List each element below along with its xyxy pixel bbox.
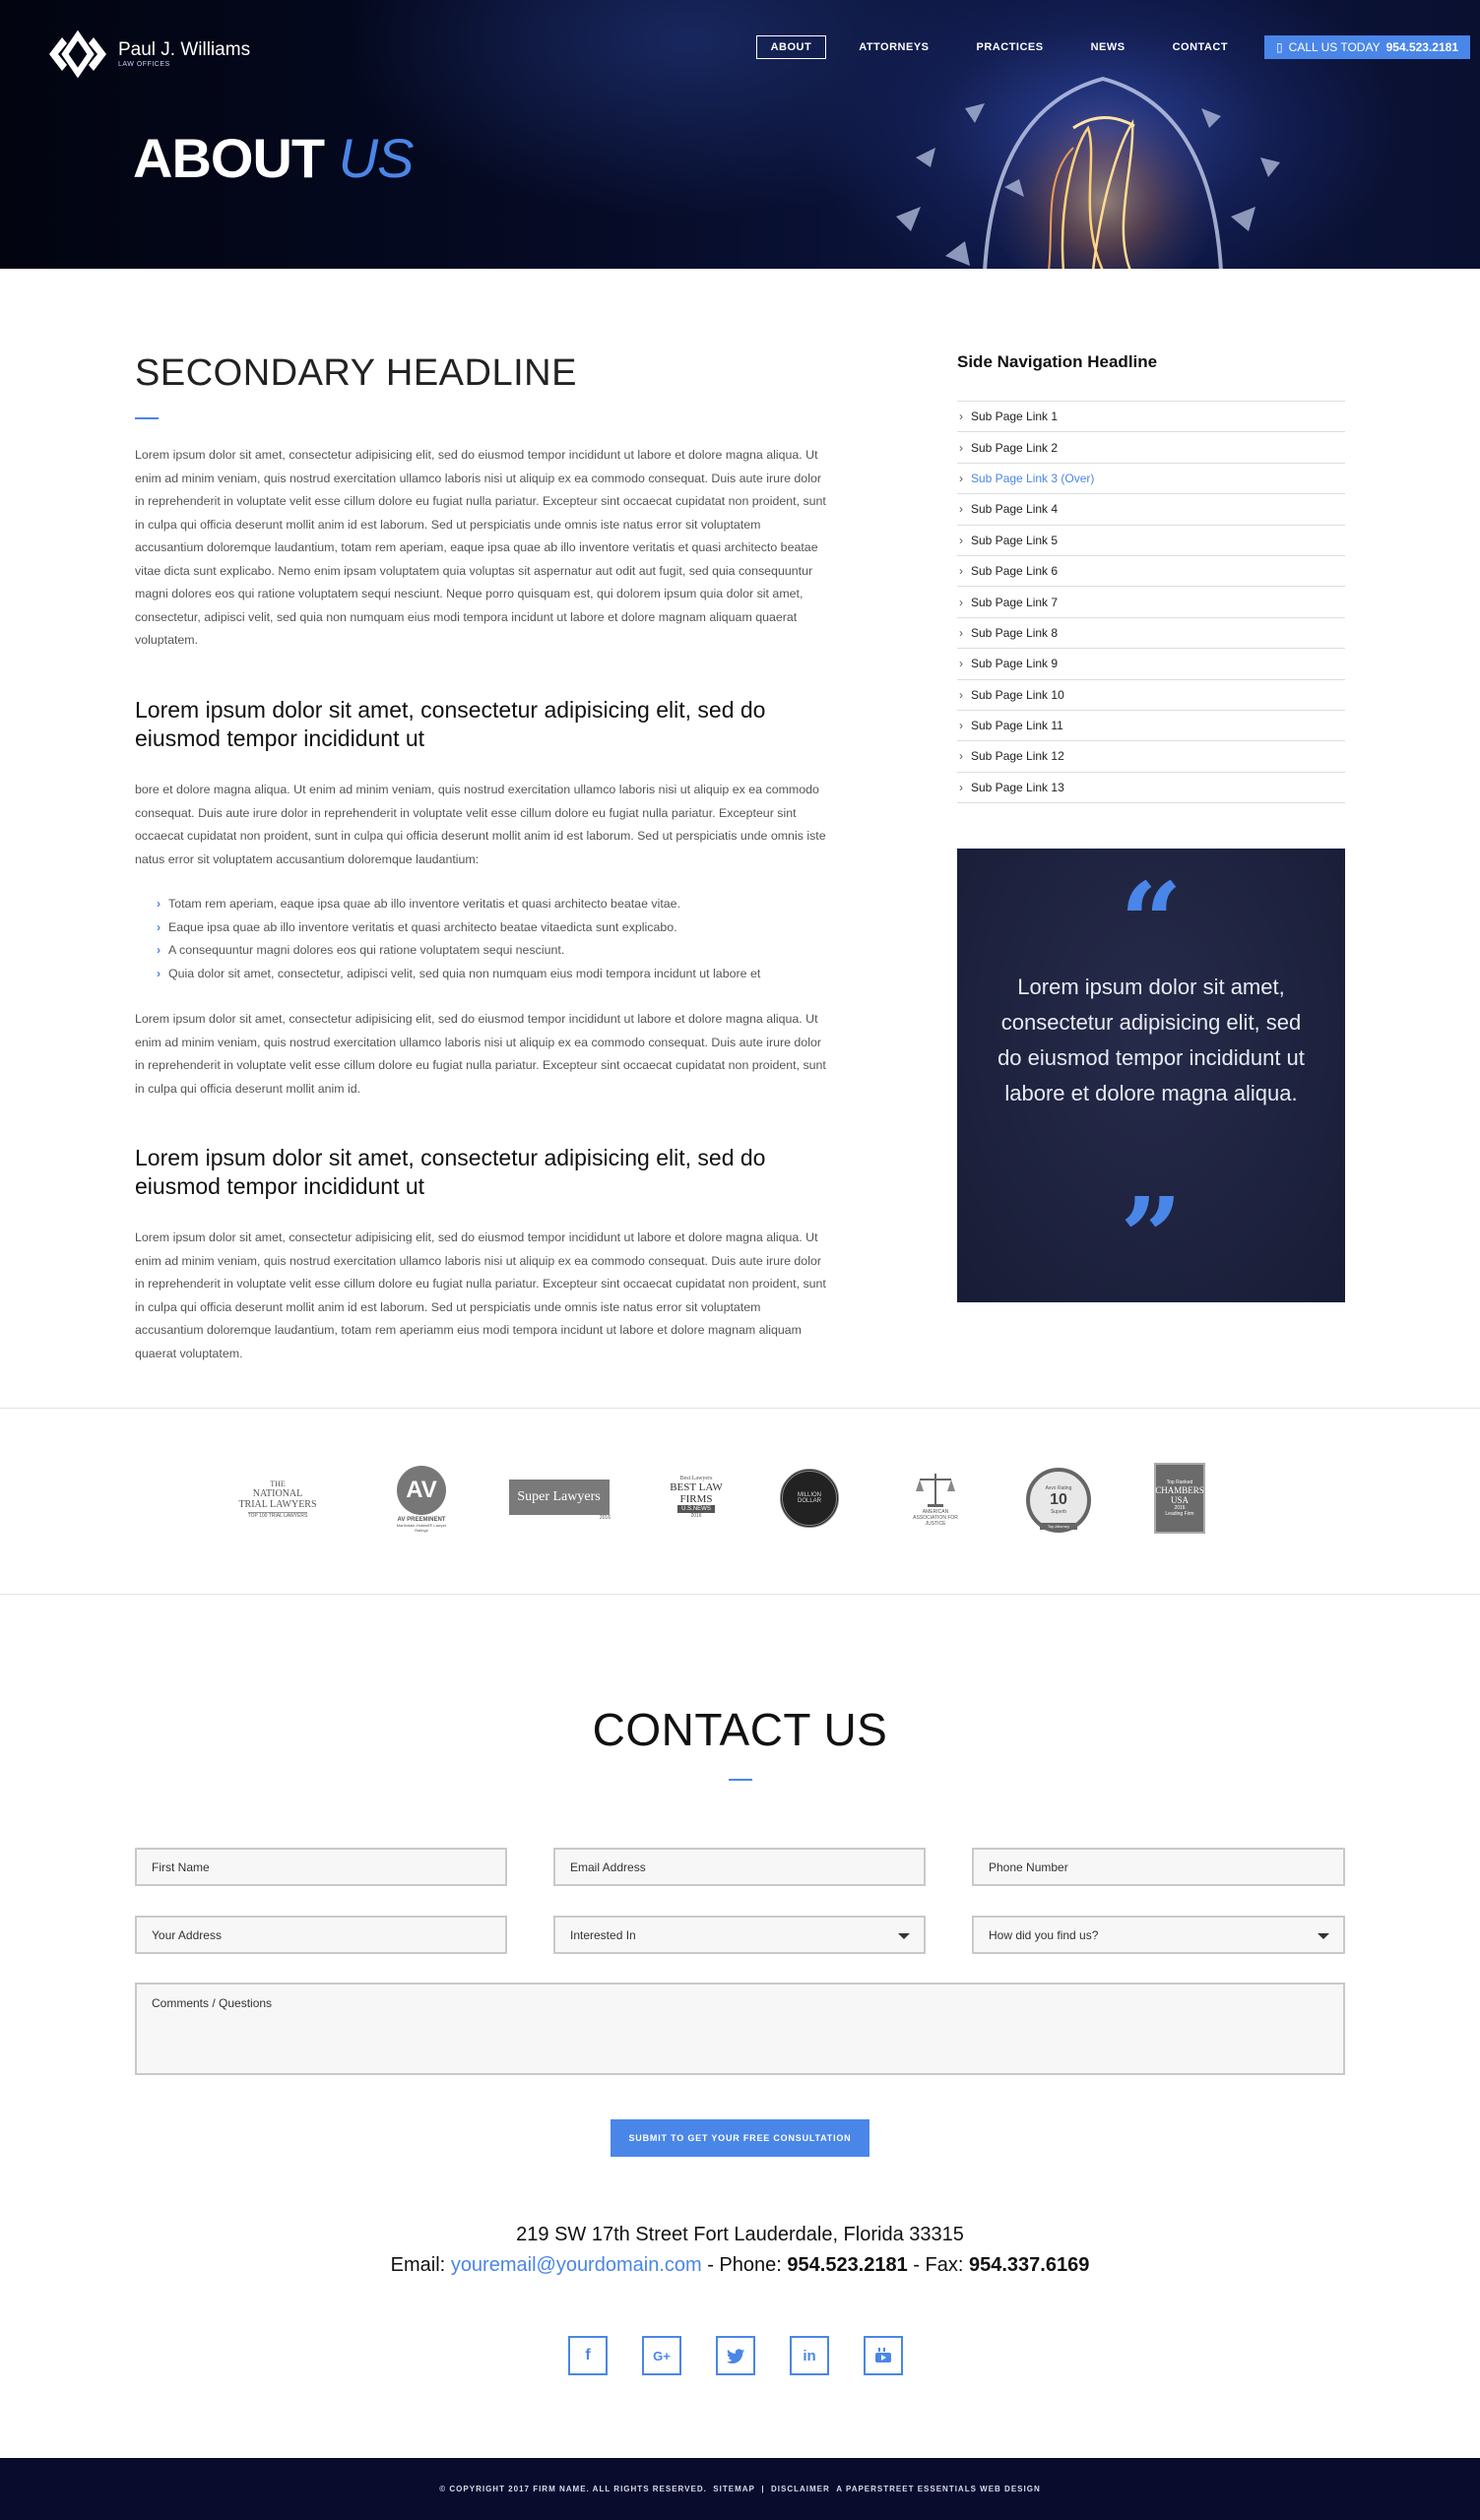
site-footer xyxy=(0,2458,1480,2520)
submit-button[interactable]: SUBMIT TO GET YOUR FREE CONSULTATION xyxy=(611,2119,869,2157)
call-us-button[interactable] xyxy=(1264,35,1470,59)
call-number: 954.523.2181 xyxy=(1385,40,1458,54)
side-nav-list xyxy=(957,401,1345,803)
twitter-bird-shape xyxy=(727,2349,744,2363)
side-nav-link[interactable]: › Sub Page Link 5 xyxy=(957,526,1345,556)
logo-subtitle: LAW OFFICES xyxy=(118,61,170,68)
light-bulb-illustration xyxy=(876,69,1290,269)
contact-info-line xyxy=(0,2254,1480,2277)
list-item: › Eaque ipsa quae ab illo inventore veritatis et quasi architecto beatae vitaedicta sunt explicabo. xyxy=(157,916,826,940)
side-nav-headline: Side Navigation Headline xyxy=(957,352,1158,371)
disclaimer-link[interactable]: DISCLAIMER xyxy=(771,2485,830,2493)
subheadline-2: Lorem ipsum dolor sit amet, consectetur adipisicing elit, sed do eiusmod tempor incididunt ut xyxy=(135,1145,766,1199)
side-nav-link[interactable]: › Sub Page Link 4 xyxy=(957,494,1345,525)
side-nav-link[interactable]: › Sub Page Link 6 xyxy=(957,556,1345,587)
comments-textarea[interactable]: Comments / Questions xyxy=(135,1983,1345,2075)
email-link[interactable]: youremail@yourdomain.com xyxy=(450,2254,702,2276)
nav-news[interactable]: NEWS xyxy=(1090,41,1126,53)
side-nav-link[interactable]: › Sub Page Link 1 xyxy=(957,402,1345,432)
side-nav-link[interactable]: › Sub Page Link 2 xyxy=(957,432,1345,463)
firm-logo[interactable] xyxy=(47,30,250,79)
side-nav-link[interactable]: › Sub Page Link 11 xyxy=(957,711,1345,741)
million-dollar-forum-logo: MILLION DOLLAR xyxy=(777,1466,842,1531)
scales-icon xyxy=(914,1470,957,1509)
headline-divider xyxy=(135,417,159,419)
open-quote-icon: “ xyxy=(1120,858,1183,985)
email-field[interactable]: Email Address xyxy=(553,1848,926,1886)
copyright-text: © COPYRIGHT 2017 FIRM NAME. ALL RIGHTS RESERVED. xyxy=(439,2485,707,2493)
side-nav-link[interactable]: › Sub Page Link 8 xyxy=(957,618,1345,649)
footer-separator: | xyxy=(761,2485,765,2493)
phone-field[interactable]: Phone Number xyxy=(972,1848,1345,1886)
fax-label: - Fax: xyxy=(913,2254,964,2276)
hero-banner xyxy=(0,0,1480,269)
nav-practices[interactable]: PRACTICES xyxy=(976,41,1044,53)
sitemap-link[interactable]: SITEMAP xyxy=(713,2485,755,2493)
side-nav-link-active[interactable]: › Sub Page Link 3 (Over) xyxy=(957,464,1345,494)
linkedin-icon[interactable]: in xyxy=(790,2336,829,2375)
paragraph-2: bore et dolore magna aliqua. Ut enim ad minim veniam, quis nostrud exercitation ullamco laboris nisi ut aliquip ex ea commodo consequat. Duis aute irure dolor in reprehenderit in voluptate velit esse cillum dolore eu fugiat nulla pariatur. Excepteur sint occaecat cupidatat non proident, sunt in culpa qui officia deserunt mollit anim id est laborum. Sed ut perspiciatis unde omnis iste natus error sit voluptatem accusantium doloremque laudantium: xyxy=(135,783,826,866)
email-label: Email: xyxy=(390,2254,446,2276)
awards-band xyxy=(0,1408,1480,1595)
intro-paragraph: Lorem ipsum dolor sit amet, consectetur adipisicing elit, sed do eiusmod tempor incididunt ut labore et dolore magna aliqua. Ut enim ad minim veniam, quis nostrud exercitation ullamco laboris nisi ut aliquip ex ea commodo consequat. Duis aute irure dolor in reprehenderit in voluptate velit esse cillum dolore eu fugiat nulla pariatur. Excepteur sint occaecat cupidatat non proident, sunt in culpa qui officia deserunt mollit anim id est laborum. Sed ut perspiciatis unde omnis iste natus error sit voluptatem accusantium doloremque laudantium, totam rem aperiam, eaque ipsa quae ab illo inventore veritatis et quasi architecto beatae vitae dicta sunt explicabo. Nemo enim ipsam voluptatem quia voluptas sit aspernatur aut odit aut fugit, sed quia consequuntur magni dolores eos qui ratione voluptatem sequi nesciunt. Neque porro quisquam est, qui dolorem ipsum quia dolor sit amet, consectetur, adipisci velit, sed quia non numquam eius modi tempora incidunt ut labore et dolore magnam aliquam quaerat voluptatem. xyxy=(135,448,826,647)
bullet-list xyxy=(157,893,826,985)
youtube-icon[interactable] xyxy=(864,2336,903,2375)
nav-about[interactable]: ABOUT xyxy=(756,35,827,59)
address-field[interactable]: Your Address xyxy=(135,1916,507,1954)
phone-number[interactable]: 954.523.2181 xyxy=(787,2254,908,2276)
phone-label: - Phone: xyxy=(707,2254,782,2276)
how-find-us-select[interactable]: How did you find us? xyxy=(972,1916,1345,1954)
list-item: › A consequuntur magni dolores eos qui ratione voluptatem sequi nesciunt. xyxy=(157,939,826,963)
subheadline-1: Lorem ipsum dolor sit amet, consectetur adipisicing elit, sed do eiusmod tempor incididunt ut xyxy=(135,697,766,751)
twitter-icon[interactable] xyxy=(716,2336,755,2375)
testimonial-quote-box xyxy=(957,849,1345,1302)
design-credit-link[interactable]: A PAPERSTREET ESSENTIALS WEB DESIGN xyxy=(836,2485,1041,2493)
interested-in-select[interactable]: Interested In xyxy=(553,1916,926,1954)
contact-divider xyxy=(729,1779,752,1781)
av-preeminent-logo: AV AV PREEMINENT Martindale-Hubbell® Lawyer Ratings xyxy=(382,1460,461,1539)
contact-title: CONTACT US xyxy=(592,1704,888,1755)
side-nav-link[interactable]: › Sub Page Link 7 xyxy=(957,587,1345,617)
youtube-shape xyxy=(874,2348,892,2363)
page-title-bold: ABOUT xyxy=(133,127,325,189)
logo-mark-icon xyxy=(47,30,108,79)
fax-number: 954.337.6169 xyxy=(968,2254,1090,2276)
side-nav-link[interactable]: › Sub Page Link 10 xyxy=(957,680,1345,711)
logo-name: Paul J. Williams xyxy=(118,39,251,60)
page-title xyxy=(133,126,413,190)
street-address: 219 SW 17th Street Fort Lauderdale, Florida 33315 xyxy=(516,2224,964,2245)
side-nav-link[interactable]: › Sub Page Link 13 xyxy=(957,773,1345,803)
call-label: CALL US TODAY xyxy=(1288,40,1381,54)
google-plus-icon[interactable]: G+ xyxy=(642,2336,681,2375)
list-item: › Quia dolor sit amet, consectetur, adipisci velit, sed quia non numquam eius modi tempora incidunt ut labore et xyxy=(157,963,826,986)
close-quote-icon: ” xyxy=(1120,1173,1183,1300)
national-trial-lawyers-logo: THE NATIONAL TRIAL LAWYERS TOP 100 TRIAL LAWYERS xyxy=(238,1480,317,1519)
facebook-icon[interactable]: f xyxy=(568,2336,608,2375)
secondary-headline: SECONDARY HEADLINE xyxy=(135,352,577,394)
avvo-rating-logo: Avvo Rating 10 Superb Top Attorney xyxy=(1016,1463,1101,1534)
side-nav-link[interactable]: › Sub Page Link 9 xyxy=(957,649,1345,679)
page-title-thin: US xyxy=(338,127,414,189)
list-item: › Totam rem aperiam, eaque ipsa quae ab illo inventore veritatis et quasi architecto beatae vitae. xyxy=(157,893,826,916)
american-association-for-justice-logo: AMERICAN ASSOCIATION FOR JUSTICE xyxy=(901,1460,970,1537)
chambers-usa-logo: Top Ranked CHAMBERS USA 2016 Leading Firm xyxy=(1154,1463,1205,1534)
paragraph-3: Lorem ipsum dolor sit amet, consectetur adipisicing elit, sed do eiusmod tempor incididunt ut labore et dolore magna aliqua. Ut enim ad minim veniam, quis nostrud exercitation ullamco laboris nisi ut aliquip ex ea commodo consequat. Duis aute irure dolor in reprehenderit in voluptate velit esse cillum dolore eu fugiat nulla pariatur. Excepteur sint occaecat cupidatat non proident, sunt in culpa qui officia deserunt mollit anim id. xyxy=(135,1012,826,1096)
paragraph-4: Lorem ipsum dolor sit amet, consectetur adipisicing elit, sed do eiusmod tempor incididunt ut labore et dolore magna aliqua. Ut enim ad minim veniam, quis nostrud exercitation ullamco laboris nisi ut aliquip ex ea commodo consequat. Duis aute irure dolor in reprehenderit in voluptate velit esse cillum dolore eu fugiat nulla pariatur. Excepteur sint occaecat cupidatat non proident, sunt in culpa qui officia deserunt mollit anim id est laborum. Sed ut perspiciatis unde omnis iste natus error sit voluptatem accusantium doloremque laudantium, totam rem aperiamm eius modi tempora incidunt ut labore et dolore magnam aliquam quaerat voluptatem. xyxy=(135,1230,826,1360)
quote-text: Lorem ipsum dolor sit amet, consectetur adipisicing elit, sed do eiusmod tempor incididunt ut labore et dolore magna aliqua. xyxy=(997,975,1305,1105)
phone-icon: ▯ xyxy=(1276,40,1283,54)
best-law-firms-logo: Best Lawyers BEST LAW FIRMS U.S.NEWS 2016 xyxy=(670,1475,723,1519)
nav-attorneys[interactable]: ATTORNEYS xyxy=(859,41,930,53)
first-name-field[interactable]: First Name xyxy=(135,1848,507,1886)
super-lawyers-logo: Super Lawyers 2016 xyxy=(507,1473,611,1527)
nav-contact[interactable]: CONTACT xyxy=(1172,41,1229,53)
main-nav xyxy=(739,35,1470,59)
side-nav-link[interactable]: › Sub Page Link 12 xyxy=(957,741,1345,772)
